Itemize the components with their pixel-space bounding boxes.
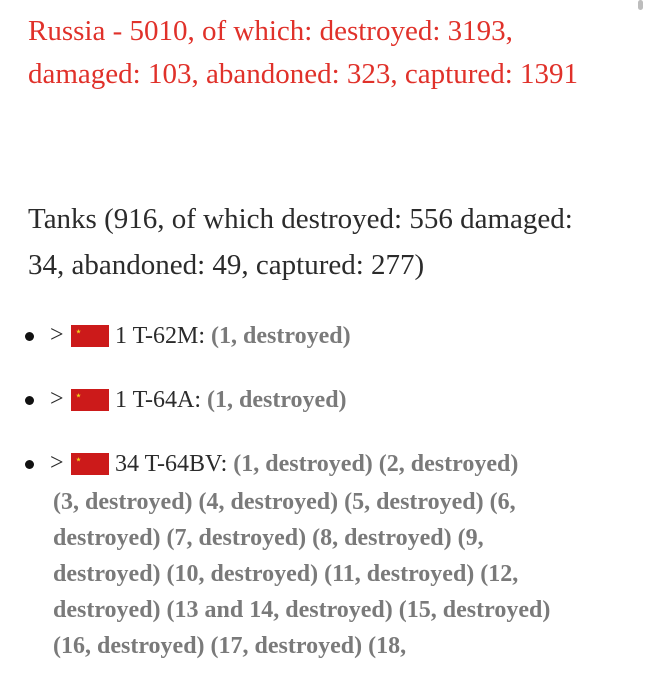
soviet-flag-icon — [71, 325, 109, 347]
soviet-flag-icon — [71, 453, 109, 475]
bullet-icon — [25, 332, 34, 341]
chevron-right-icon[interactable]: > — [50, 322, 64, 348]
vehicle-status-link[interactable]: (1, destroyed) — [207, 387, 347, 413]
vehicle-name: 1 T-62M: — [115, 323, 206, 349]
vehicle-status-continuation[interactable]: (3, destroyed) (4, destroyed) (5, destroyed) (6, destroyed) (7, destroyed) (8, destroyed) (9, destroyed) (10, destroyed) (11, destroyed) (12, destroyed) (13 and 14, destroyed) (15, destroyed) (16, destroyed) (17, destroyed) (18, — [53, 489, 551, 659]
vehicle-status-link[interactable]: (1, destroyed) — [211, 323, 351, 349]
summary-line-2: damaged: 103, abandoned: 323, captured: 1391 — [28, 58, 579, 90]
bullet-icon — [25, 460, 34, 469]
summary-line-1: Russia - 5010, of which: destroyed: 3193, — [28, 15, 513, 47]
list-item-t-62m — [0, 316, 640, 356]
bullet-icon — [25, 396, 34, 405]
vehicle-name: 34 T-64BV: — [115, 451, 228, 477]
chevron-right-icon[interactable]: > — [50, 450, 64, 476]
russia-summary — [28, 10, 628, 96]
vehicle-name: 1 T-64A: — [115, 387, 202, 413]
list-item-t-64bv — [0, 444, 640, 659]
vehicle-status-link[interactable]: (1, destroyed) (2, destroyed) — [233, 451, 519, 477]
scrollbar-thumb[interactable] — [638, 0, 643, 10]
section-heading-line-1: Tanks (916, of which destroyed: 556 damaged: — [28, 203, 573, 235]
section-heading-line-2: 34, abandoned: 49, captured: 277) — [28, 249, 425, 281]
soviet-flag-icon — [71, 389, 109, 411]
list-item-t-64a — [0, 380, 640, 420]
tanks-section-heading — [28, 196, 628, 288]
chevron-right-icon[interactable]: > — [50, 386, 64, 412]
